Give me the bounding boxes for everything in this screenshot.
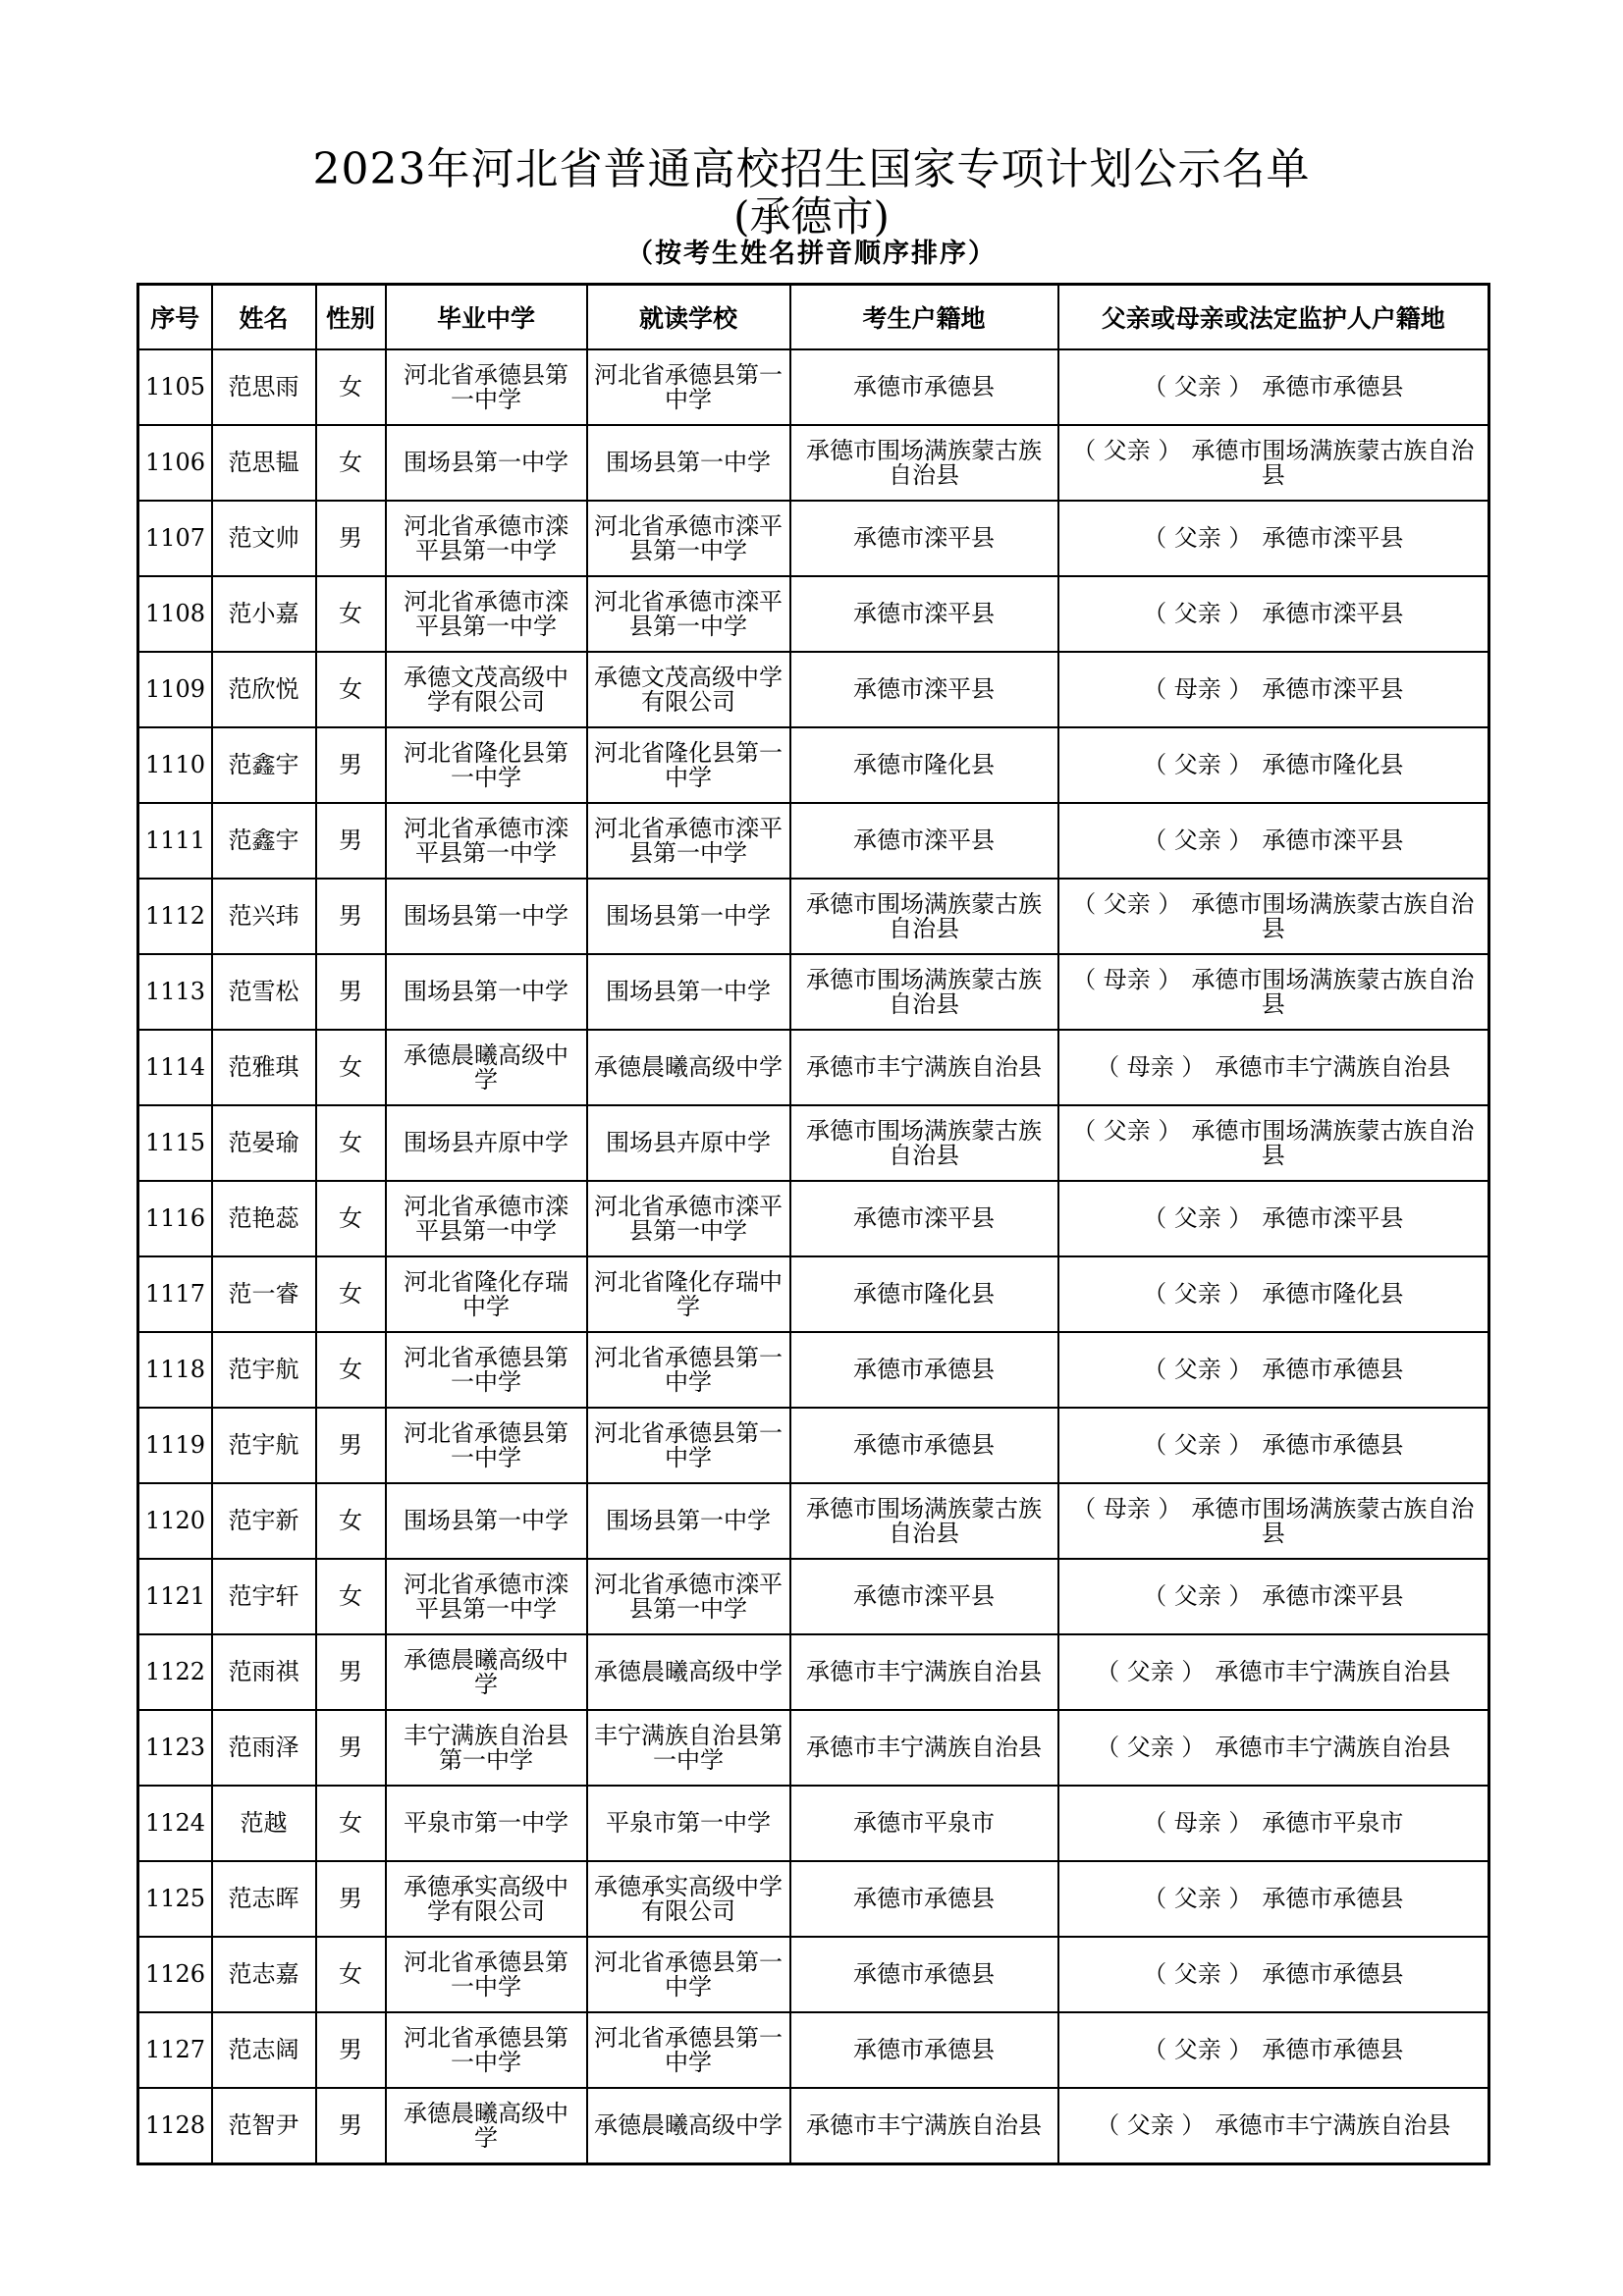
cell-sex: 男 [316,1710,386,1786]
cell-guardian-residence [1058,501,1489,576]
cell-registered-residence: 承德市滦平县 [790,576,1058,652]
cell-name: 范一睿 [212,1256,316,1332]
guardian-relation: （ 父亲 ） [1143,1204,1253,1232]
cell-current-school: 承德承实高级中学有限公司 [587,1861,790,1937]
cell-registered-residence: 承德市围场满族蒙古族自治县 [790,954,1058,1030]
cell-guardian-residence [1058,1030,1489,1105]
cell-graduated-school: 河北省承德县第一中学 [386,1332,587,1408]
cell-no: 1113 [138,954,212,1030]
cell-registered-residence: 承德市隆化县 [790,727,1058,803]
cell-no: 1118 [138,1332,212,1408]
table-row [138,349,1489,425]
cell-sex: 男 [316,2012,386,2088]
guardian-residence: 承德市丰宁满族自治县 [1215,1053,1451,1081]
cell-graduated-school: 河北省承德县第一中学 [386,2012,587,2088]
cell-name: 范志阔 [212,2012,316,2088]
cell-guardian-residence [1058,425,1489,501]
table-row [138,425,1489,501]
cell-current-school: 平泉市第一中学 [587,1786,790,1861]
cell-current-school: 丰宁满族自治县第一中学 [587,1710,790,1786]
guardian-relation: （ 父亲 ） [1143,1582,1253,1610]
cell-guardian-residence [1058,349,1489,425]
guardian-residence: 承德市承德县 [1262,1356,1404,1383]
cell-current-school: 承德晨曦高级中学 [587,1030,790,1105]
page-subtitle: (承德市) [733,192,890,240]
cell-no: 1124 [138,1786,212,1861]
cell-current-school: 河北省承德市滦平县第一中学 [587,1181,790,1256]
cell-current-school: 承德晨曦高级中学 [587,1634,790,1710]
table-header-row [138,285,1489,350]
cell-current-school: 河北省承德县第一中学 [587,1408,790,1483]
cell-sex: 女 [316,1559,386,1634]
cell-name: 范雪松 [212,954,316,1030]
cell-current-school: 河北省承德市滦平县第一中学 [587,576,790,652]
cell-graduated-school: 围场县第一中学 [386,425,587,501]
cell-sex: 男 [316,727,386,803]
cell-no: 1116 [138,1181,212,1256]
cell-registered-residence: 承德市滦平县 [790,1181,1058,1256]
cell-guardian-residence [1058,1634,1489,1710]
cell-sex: 男 [316,1408,386,1483]
cell-registered-residence: 承德市承德县 [790,2012,1058,2088]
table-row [138,2012,1489,2088]
cell-sex: 女 [316,1030,386,1105]
column-header-graduated-school: 毕业中学 [386,285,587,350]
cell-current-school: 河北省承德县第一中学 [587,2012,790,2088]
cell-sex: 女 [316,1937,386,2012]
column-header-guardian-residence: 父亲或母亲或法定监护人户籍地 [1058,285,1489,350]
cell-no: 1121 [138,1559,212,1634]
cell-name: 范欣悦 [212,652,316,727]
table-row [138,1710,1489,1786]
table-row [138,879,1489,954]
guardian-relation: （ 父亲 ） [1096,1658,1206,1685]
table-row [138,2088,1489,2164]
guardian-residence: 承德市围场满族蒙古族自治县 [1191,965,1475,1018]
cell-current-school: 围场县第一中学 [587,879,790,954]
cell-guardian-residence [1058,1937,1489,2012]
guardian-relation: （ 父亲 ） [1143,1280,1253,1308]
cell-graduated-school: 围场县卉原中学 [386,1105,587,1181]
table-row [138,727,1489,803]
cell-registered-residence: 承德市滦平县 [790,1559,1058,1634]
cell-registered-residence: 承德市承德县 [790,1937,1058,2012]
cell-graduated-school: 河北省承德县第一中学 [386,349,587,425]
guardian-residence: 承德市隆化县 [1262,751,1404,778]
guardian-residence: 承德市承德县 [1262,1431,1404,1459]
guardian-relation: （ 母亲 ） [1072,965,1182,993]
cell-no: 1119 [138,1408,212,1483]
cell-sex: 男 [316,1634,386,1710]
guardian-residence: 承德市承德县 [1262,1960,1404,1988]
table-row [138,1181,1489,1256]
roster-table [136,283,1490,2165]
cell-name: 范宇新 [212,1483,316,1559]
cell-graduated-school: 承德晨曦高级中学 [386,2088,587,2164]
cell-graduated-school: 承德承实高级中学有限公司 [386,1861,587,1937]
cell-no: 1115 [138,1105,212,1181]
guardian-residence: 承德市丰宁满族自治县 [1215,1658,1451,1685]
cell-no: 1110 [138,727,212,803]
cell-current-school: 河北省承德县第一中学 [587,1937,790,2012]
cell-sex: 女 [316,425,386,501]
cell-guardian-residence [1058,1256,1489,1332]
guardian-relation: （ 父亲 ） [1143,1431,1253,1459]
cell-guardian-residence [1058,879,1489,954]
cell-guardian-residence [1058,803,1489,879]
cell-current-school: 承德晨曦高级中学 [587,2088,790,2164]
cell-guardian-residence [1058,1786,1489,1861]
cell-guardian-residence [1058,1105,1489,1181]
cell-no: 1105 [138,349,212,425]
cell-graduated-school: 河北省承德市滦平县第一中学 [386,803,587,879]
cell-graduated-school: 河北省承德市滦平县第一中学 [386,501,587,576]
guardian-residence: 承德市滦平县 [1262,1204,1404,1232]
cell-registered-residence: 承德市丰宁满族自治县 [790,2088,1058,2164]
guardian-relation: （ 母亲 ） [1143,675,1253,703]
cell-sex: 女 [316,1483,386,1559]
cell-name: 范志嘉 [212,1937,316,2012]
cell-no: 1120 [138,1483,212,1559]
guardian-relation: （ 父亲 ） [1072,889,1182,918]
guardian-relation: （ 母亲 ） [1072,1494,1182,1522]
cell-sex: 女 [316,1332,386,1408]
cell-registered-residence: 承德市滦平县 [790,501,1058,576]
cell-graduated-school: 河北省承德市滦平县第一中学 [386,1181,587,1256]
cell-sex: 男 [316,879,386,954]
table-row [138,576,1489,652]
cell-registered-residence: 承德市滦平县 [790,652,1058,727]
cell-name: 范雨祺 [212,1634,316,1710]
guardian-relation: （ 父亲 ） [1143,1885,1253,1912]
cell-sex: 女 [316,576,386,652]
page-title: 2023年河北省普通高校招生国家专项计划公示名单 [312,144,1311,194]
cell-guardian-residence [1058,2088,1489,2164]
cell-no: 1117 [138,1256,212,1332]
cell-name: 范宇航 [212,1332,316,1408]
cell-registered-residence: 承德市丰宁满族自治县 [790,1634,1058,1710]
cell-no: 1107 [138,501,212,576]
cell-registered-residence: 承德市围场满族蒙古族自治县 [790,425,1058,501]
column-header-sex: 性别 [316,285,386,350]
cell-name: 范智尹 [212,2088,316,2164]
cell-name: 范越 [212,1786,316,1861]
table-row [138,1786,1489,1861]
cell-no: 1106 [138,425,212,501]
cell-registered-residence: 承德市滦平县 [790,803,1058,879]
guardian-relation: （ 父亲 ） [1143,1960,1253,1988]
cell-graduated-school: 围场县第一中学 [386,1483,587,1559]
cell-guardian-residence [1058,954,1489,1030]
cell-guardian-residence [1058,1861,1489,1937]
guardian-residence: 承德市承德县 [1262,2036,1404,2063]
cell-no: 1112 [138,879,212,954]
cell-name: 范兴玮 [212,879,316,954]
table-row [138,803,1489,879]
table-row [138,652,1489,727]
guardian-residence: 承德市滦平县 [1262,1582,1404,1610]
table-row [138,1030,1489,1105]
cell-no: 1123 [138,1710,212,1786]
cell-sex: 女 [316,652,386,727]
table-row [138,1937,1489,2012]
guardian-residence: 承德市承德县 [1262,373,1404,400]
cell-graduated-school: 承德晨曦高级中学 [386,1634,587,1710]
guardian-residence: 承德市滦平县 [1262,827,1404,854]
guardian-residence: 承德市丰宁满族自治县 [1215,1734,1451,1761]
cell-current-school: 围场县第一中学 [587,425,790,501]
cell-sex: 女 [316,1105,386,1181]
cell-current-school: 围场县卉原中学 [587,1105,790,1181]
cell-sex: 女 [316,1786,386,1861]
cell-guardian-residence [1058,652,1489,727]
cell-graduated-school: 河北省隆化县第一中学 [386,727,587,803]
cell-guardian-residence [1058,1332,1489,1408]
table-row [138,1861,1489,1937]
column-header-registered-residence: 考生户籍地 [790,285,1058,350]
cell-current-school: 围场县第一中学 [587,954,790,1030]
cell-current-school: 河北省承德市滦平县第一中学 [587,1559,790,1634]
column-header-no: 序号 [138,285,212,350]
cell-no: 1126 [138,1937,212,2012]
guardian-residence: 承德市围场满族蒙古族自治县 [1191,1494,1475,1547]
guardian-relation: （ 父亲 ） [1143,751,1253,778]
guardian-residence: 承德市滦平县 [1262,600,1404,627]
cell-registered-residence: 承德市承德县 [790,1861,1058,1937]
cell-name: 范文帅 [212,501,316,576]
cell-guardian-residence [1058,1559,1489,1634]
cell-name: 范小嘉 [212,576,316,652]
guardian-residence: 承德市滦平县 [1262,675,1404,703]
column-header-name: 姓名 [212,285,316,350]
cell-name: 范思雨 [212,349,316,425]
cell-graduated-school: 围场县第一中学 [386,879,587,954]
cell-graduated-school: 河北省承德市滦平县第一中学 [386,1559,587,1634]
cell-no: 1122 [138,1634,212,1710]
cell-registered-residence: 承德市围场满族蒙古族自治县 [790,1483,1058,1559]
cell-registered-residence: 承德市丰宁满族自治县 [790,1030,1058,1105]
cell-registered-residence: 承德市承德县 [790,1408,1058,1483]
cell-current-school: 河北省隆化县第一中学 [587,727,790,803]
cell-graduated-school: 河北省承德县第一中学 [386,1408,587,1483]
cell-current-school: 河北省承德市滦平县第一中学 [587,501,790,576]
cell-graduated-school: 承德文茂高级中学有限公司 [386,652,587,727]
guardian-relation: （ 母亲 ） [1096,1053,1206,1081]
guardian-relation: （ 父亲 ） [1072,436,1182,464]
cell-graduated-school: 河北省承德市滦平县第一中学 [386,576,587,652]
guardian-residence: 承德市承德县 [1262,1885,1404,1912]
table-row [138,1105,1489,1181]
cell-no: 1128 [138,2088,212,2164]
cell-name: 范鑫宇 [212,727,316,803]
guardian-residence: 承德市围场满族蒙古族自治县 [1191,436,1475,489]
cell-name: 范艳蕊 [212,1181,316,1256]
guardian-relation: （ 父亲 ） [1096,2111,1206,2139]
cell-current-school: 河北省承德县第一中学 [587,349,790,425]
cell-no: 1111 [138,803,212,879]
cell-name: 范思韫 [212,425,316,501]
cell-registered-residence: 承德市隆化县 [790,1256,1058,1332]
cell-no: 1109 [138,652,212,727]
table-row [138,1256,1489,1332]
cell-name: 范鑫宇 [212,803,316,879]
cell-guardian-residence [1058,1710,1489,1786]
cell-graduated-school: 丰宁满族自治县第一中学 [386,1710,587,1786]
guardian-relation: （ 母亲 ） [1143,1809,1253,1837]
cell-no: 1127 [138,2012,212,2088]
table-row [138,1483,1489,1559]
cell-sex: 女 [316,1181,386,1256]
guardian-relation: （ 父亲 ） [1143,373,1253,400]
table-row [138,501,1489,576]
cell-registered-residence: 承德市承德县 [790,349,1058,425]
cell-current-school: 河北省隆化存瑞中学 [587,1256,790,1332]
cell-registered-residence: 承德市围场满族蒙古族自治县 [790,879,1058,954]
guardian-residence: 承德市滦平县 [1262,524,1404,552]
table-row [138,1408,1489,1483]
cell-sex: 男 [316,954,386,1030]
table-body [138,349,1489,2164]
cell-registered-residence: 承德市平泉市 [790,1786,1058,1861]
cell-name: 范雨泽 [212,1710,316,1786]
guardian-residence: 承德市隆化县 [1262,1280,1404,1308]
guardian-relation: （ 父亲 ） [1143,2036,1253,2063]
guardian-relation: （ 父亲 ） [1143,827,1253,854]
cell-sex: 男 [316,1861,386,1937]
cell-graduated-school: 承德晨曦高级中学 [386,1030,587,1105]
cell-sex: 男 [316,2088,386,2164]
cell-current-school: 承德文茂高级中学有限公司 [587,652,790,727]
cell-sex: 女 [316,1256,386,1332]
cell-registered-residence: 承德市围场满族蒙古族自治县 [790,1105,1058,1181]
table-row [138,1332,1489,1408]
cell-name: 范宇航 [212,1408,316,1483]
column-header-current-school: 就读学校 [587,285,790,350]
guardian-relation: （ 父亲 ） [1143,600,1253,627]
cell-guardian-residence [1058,1408,1489,1483]
cell-name: 范雅琪 [212,1030,316,1105]
cell-sex: 女 [316,349,386,425]
sort-note: （按考生姓名拼音顺序排序） [626,239,997,269]
guardian-relation: （ 父亲 ） [1096,1734,1206,1761]
cell-no: 1125 [138,1861,212,1937]
guardian-relation: （ 父亲 ） [1143,1356,1253,1383]
guardian-residence: 承德市围场满族蒙古族自治县 [1191,1116,1475,1169]
guardian-residence: 承德市围场满族蒙古族自治县 [1191,889,1475,942]
table-row [138,1634,1489,1710]
cell-guardian-residence [1058,727,1489,803]
cell-name: 范志晖 [212,1861,316,1937]
guardian-residence: 承德市丰宁满族自治县 [1215,2111,1451,2139]
cell-graduated-school: 河北省隆化存瑞中学 [386,1256,587,1332]
cell-guardian-residence [1058,576,1489,652]
table-row [138,954,1489,1030]
table-row [138,1559,1489,1634]
cell-graduated-school: 围场县第一中学 [386,954,587,1030]
cell-name: 范宇轩 [212,1559,316,1634]
cell-no: 1108 [138,576,212,652]
cell-guardian-residence [1058,2012,1489,2088]
cell-guardian-residence [1058,1483,1489,1559]
cell-current-school: 河北省承德市滦平县第一中学 [587,803,790,879]
cell-no: 1114 [138,1030,212,1105]
cell-registered-residence: 承德市承德县 [790,1332,1058,1408]
cell-current-school: 围场县第一中学 [587,1483,790,1559]
cell-current-school: 河北省承德县第一中学 [587,1332,790,1408]
guardian-residence: 承德市平泉市 [1262,1809,1404,1837]
cell-sex: 男 [316,803,386,879]
cell-sex: 男 [316,501,386,576]
cell-name: 范晏瑜 [212,1105,316,1181]
guardian-relation: （ 父亲 ） [1072,1116,1182,1145]
cell-guardian-residence [1058,1181,1489,1256]
guardian-relation: （ 父亲 ） [1143,524,1253,552]
cell-graduated-school: 平泉市第一中学 [386,1786,587,1861]
cell-graduated-school: 河北省承德县第一中学 [386,1937,587,2012]
cell-registered-residence: 承德市丰宁满族自治县 [790,1710,1058,1786]
